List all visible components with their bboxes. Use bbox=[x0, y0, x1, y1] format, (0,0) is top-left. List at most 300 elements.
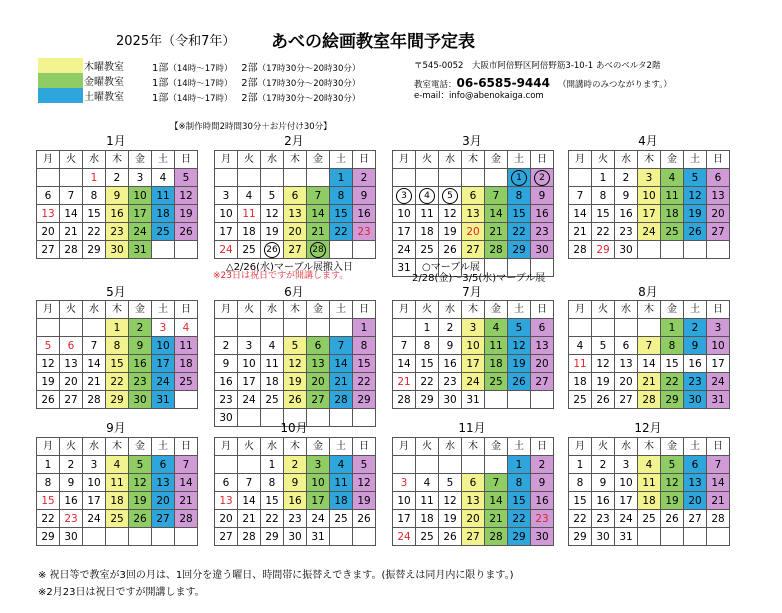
day-cell bbox=[152, 223, 175, 241]
day-cell bbox=[215, 241, 238, 259]
day-cell bbox=[416, 223, 439, 241]
day-number: 10 bbox=[156, 339, 170, 352]
weekday-header: 土 bbox=[508, 151, 531, 169]
day-number: 22 bbox=[110, 375, 124, 388]
day-number: 3 bbox=[469, 321, 477, 334]
day-number: 6 bbox=[469, 189, 477, 202]
day-cell bbox=[284, 223, 307, 241]
day-number: 25 bbox=[665, 225, 679, 238]
day-number: 23 bbox=[357, 225, 371, 238]
day-number: 19 bbox=[443, 225, 457, 238]
day-cell bbox=[83, 474, 106, 492]
weekday-header: 水 bbox=[83, 151, 106, 169]
feb-event-note: △2/26(水)マーブル展搬入日 bbox=[226, 262, 354, 273]
day-number: 2 bbox=[136, 321, 144, 334]
day-number: 3 bbox=[314, 458, 322, 471]
day-number: 28 bbox=[310, 242, 326, 258]
day-number: 13 bbox=[156, 476, 170, 489]
day-number: 19 bbox=[133, 494, 147, 507]
day-number: 29 bbox=[41, 530, 55, 543]
day-number: 17 bbox=[87, 494, 101, 507]
day-number: 8 bbox=[515, 189, 523, 202]
day-cell bbox=[615, 456, 638, 474]
month-title: 7月 bbox=[462, 285, 482, 299]
day-number: 6 bbox=[622, 339, 630, 352]
day-cell bbox=[569, 474, 592, 492]
day-cell bbox=[284, 456, 307, 474]
day-number: 9 bbox=[222, 357, 230, 370]
weekday-header: 木 bbox=[106, 151, 129, 169]
day-cell bbox=[462, 187, 485, 205]
day-cell bbox=[569, 319, 592, 337]
day-number: 3 bbox=[396, 188, 412, 204]
weekday-header: 土 bbox=[684, 151, 707, 169]
day-number: 1 bbox=[668, 321, 676, 334]
day-number: 8 bbox=[44, 476, 52, 489]
day-cell bbox=[37, 319, 60, 337]
day-number: 8 bbox=[360, 339, 368, 352]
weekday-header: 火 bbox=[60, 151, 83, 169]
day-number: 4 bbox=[337, 458, 345, 471]
day-cell bbox=[508, 456, 531, 474]
day-cell bbox=[508, 528, 531, 546]
day-cell bbox=[439, 241, 462, 259]
day-cell bbox=[462, 205, 485, 223]
day-number: 8 bbox=[515, 476, 523, 489]
day-cell bbox=[638, 492, 661, 510]
weekday-header: 土 bbox=[330, 301, 353, 319]
weekday-header: 水 bbox=[261, 151, 284, 169]
day-number: 30 bbox=[619, 243, 633, 256]
day-cell bbox=[261, 528, 284, 546]
day-cell bbox=[416, 319, 439, 337]
legend-swatch-saturday bbox=[38, 88, 83, 103]
day-number: 3 bbox=[245, 339, 253, 352]
day-number: 7 bbox=[645, 339, 653, 352]
day-number: 7 bbox=[67, 189, 75, 202]
day-cell bbox=[684, 355, 707, 373]
weekday-header: 日 bbox=[175, 151, 198, 169]
day-number: 30 bbox=[535, 243, 549, 256]
day-cell bbox=[462, 241, 485, 259]
day-number: 15 bbox=[573, 494, 587, 507]
day-number: 20 bbox=[219, 512, 233, 525]
day-cell bbox=[531, 474, 554, 492]
day-cell bbox=[83, 456, 106, 474]
day-number: 22 bbox=[573, 512, 587, 525]
day-cell bbox=[60, 337, 83, 355]
day-cell bbox=[83, 223, 106, 241]
weekday-header: 金 bbox=[129, 438, 152, 456]
day-number: 5 bbox=[446, 476, 454, 489]
day-cell bbox=[330, 492, 353, 510]
day-cell bbox=[592, 355, 615, 373]
day-number: 31 bbox=[311, 530, 325, 543]
session1-time: （14時～17時） bbox=[168, 79, 233, 89]
day-number: 3 bbox=[159, 321, 167, 334]
weekday-header: 火 bbox=[60, 301, 83, 319]
day-number: 6 bbox=[67, 339, 75, 352]
weekday-header: 金 bbox=[307, 438, 330, 456]
day-number: 19 bbox=[596, 375, 610, 388]
day-number: 12 bbox=[179, 189, 193, 202]
day-cell bbox=[238, 241, 261, 259]
day-number: 12 bbox=[133, 476, 147, 489]
day-number: 20 bbox=[156, 494, 170, 507]
day-cell bbox=[215, 319, 238, 337]
day-number: 2 bbox=[360, 171, 368, 184]
phone-label: 教室電話： bbox=[414, 80, 457, 90]
day-number: 11 bbox=[242, 207, 256, 220]
day-number: 21 bbox=[397, 375, 411, 388]
day-cell bbox=[261, 319, 284, 337]
day-number: 2 bbox=[599, 458, 607, 471]
day-number: 28 bbox=[489, 530, 503, 543]
day-number: 31 bbox=[711, 393, 725, 406]
day-cell bbox=[485, 492, 508, 510]
day-cell bbox=[307, 169, 330, 187]
day-number: 8 bbox=[337, 189, 345, 202]
day-cell bbox=[462, 510, 485, 528]
day-cell bbox=[508, 187, 531, 205]
day-cell bbox=[330, 510, 353, 528]
day-cell bbox=[261, 373, 284, 391]
day-number: 22 bbox=[41, 512, 55, 525]
day-number: 16 bbox=[110, 207, 124, 220]
weekday-header: 月 bbox=[569, 301, 592, 319]
day-cell bbox=[106, 205, 129, 223]
month-calendar bbox=[568, 300, 730, 409]
day-number: 30 bbox=[535, 530, 549, 543]
day-number: 16 bbox=[219, 375, 233, 388]
day-number: 11 bbox=[156, 189, 170, 202]
day-number: 13 bbox=[535, 339, 549, 352]
day-number: 10 bbox=[87, 476, 101, 489]
weekday-header: 月 bbox=[393, 151, 416, 169]
day-cell bbox=[261, 205, 284, 223]
day-cell bbox=[330, 187, 353, 205]
day-number: 7 bbox=[714, 458, 722, 471]
day-cell bbox=[353, 456, 376, 474]
session1-label: 1部 bbox=[152, 93, 169, 104]
legend-swatch-friday bbox=[38, 73, 83, 88]
day-number: 26 bbox=[133, 512, 147, 525]
day-cell bbox=[508, 492, 531, 510]
day-number: 8 bbox=[668, 339, 676, 352]
production-time-note: 【※制作時間2時間30分＋お片付け30分】 bbox=[170, 122, 332, 132]
day-number: 19 bbox=[512, 357, 526, 370]
day-cell bbox=[238, 391, 261, 409]
day-number: 9 bbox=[599, 476, 607, 489]
weekday-header: 月 bbox=[215, 301, 238, 319]
day-cell bbox=[152, 373, 175, 391]
day-cell bbox=[393, 205, 416, 223]
day-cell bbox=[307, 223, 330, 241]
session1-time: （14時～17時） bbox=[168, 94, 233, 104]
day-number: 21 bbox=[242, 512, 256, 525]
day-cell bbox=[592, 528, 615, 546]
day-cell bbox=[439, 223, 462, 241]
day-cell bbox=[307, 319, 330, 337]
day-cell bbox=[569, 492, 592, 510]
weekday-header: 日 bbox=[175, 301, 198, 319]
weekday-header: 火 bbox=[416, 301, 439, 319]
weekday-header: 土 bbox=[152, 151, 175, 169]
day-number: 4 bbox=[668, 171, 676, 184]
day-cell bbox=[661, 456, 684, 474]
day-cell bbox=[284, 474, 307, 492]
day-cell bbox=[129, 187, 152, 205]
day-number: 27 bbox=[466, 243, 480, 256]
day-number: 9 bbox=[538, 189, 546, 202]
day-number: 29 bbox=[265, 530, 279, 543]
day-cell bbox=[485, 510, 508, 528]
day-number: 21 bbox=[573, 225, 587, 238]
day-number: 29 bbox=[87, 243, 101, 256]
day-cell bbox=[175, 474, 198, 492]
day-cell bbox=[638, 337, 661, 355]
day-cell bbox=[707, 319, 730, 337]
day-number: 12 bbox=[596, 357, 610, 370]
day-number: 27 bbox=[535, 375, 549, 388]
day-cell bbox=[83, 205, 106, 223]
session1-label: 1部 bbox=[152, 63, 169, 74]
day-number: 23 bbox=[219, 393, 233, 406]
day-cell bbox=[439, 169, 462, 187]
day-number: 7 bbox=[492, 189, 500, 202]
day-cell bbox=[261, 187, 284, 205]
day-number: 6 bbox=[538, 321, 546, 334]
day-number: 15 bbox=[512, 494, 526, 507]
day-number: 11 bbox=[179, 339, 193, 352]
day-number: 8 bbox=[576, 476, 584, 489]
month-title: 11月 bbox=[458, 421, 486, 435]
day-cell bbox=[175, 169, 198, 187]
day-number: 9 bbox=[136, 339, 144, 352]
day-number: 2 bbox=[622, 171, 630, 184]
day-cell bbox=[307, 474, 330, 492]
day-cell bbox=[393, 510, 416, 528]
day-cell bbox=[439, 319, 462, 337]
day-cell bbox=[353, 528, 376, 546]
day-cell bbox=[462, 319, 485, 337]
day-number: 21 bbox=[489, 225, 503, 238]
day-number: 30 bbox=[110, 243, 124, 256]
day-number: 4 bbox=[419, 188, 435, 204]
day-cell bbox=[416, 456, 439, 474]
month-title: 1月 bbox=[106, 134, 126, 148]
day-cell bbox=[393, 319, 416, 337]
day-number: 14 bbox=[64, 207, 78, 220]
day-cell bbox=[353, 337, 376, 355]
day-cell bbox=[129, 241, 152, 259]
day-cell bbox=[152, 169, 175, 187]
day-number: 14 bbox=[489, 494, 503, 507]
day-cell bbox=[707, 474, 730, 492]
day-cell bbox=[416, 510, 439, 528]
weekday-header: 木 bbox=[638, 438, 661, 456]
day-number: 26 bbox=[596, 393, 610, 406]
day-cell bbox=[215, 474, 238, 492]
day-number: 4 bbox=[113, 458, 121, 471]
day-cell bbox=[261, 492, 284, 510]
day-cell bbox=[569, 205, 592, 223]
day-cell bbox=[615, 169, 638, 187]
day-cell bbox=[531, 391, 554, 409]
day-cell bbox=[129, 474, 152, 492]
weekday-header: 木 bbox=[284, 438, 307, 456]
day-number: 23 bbox=[596, 512, 610, 525]
day-cell bbox=[462, 474, 485, 492]
weekday-header: 金 bbox=[129, 151, 152, 169]
day-cell bbox=[531, 205, 554, 223]
day-cell bbox=[569, 241, 592, 259]
day-cell bbox=[37, 492, 60, 510]
day-cell bbox=[569, 187, 592, 205]
day-number: 29 bbox=[110, 393, 124, 406]
day-cell bbox=[592, 510, 615, 528]
weekday-header: 土 bbox=[330, 151, 353, 169]
day-number: 3 bbox=[136, 171, 144, 184]
day-number: 28 bbox=[573, 243, 587, 256]
day-number: 1 bbox=[44, 458, 52, 471]
day-number: 22 bbox=[87, 225, 101, 238]
day-number: 11 bbox=[642, 476, 656, 489]
day-cell bbox=[106, 169, 129, 187]
day-number: 23 bbox=[64, 512, 78, 525]
day-number: 15 bbox=[41, 494, 55, 507]
day-number: 19 bbox=[443, 512, 457, 525]
day-number: 25 bbox=[334, 512, 348, 525]
day-cell bbox=[569, 223, 592, 241]
month-calendar bbox=[214, 300, 376, 427]
day-number: 27 bbox=[219, 530, 233, 543]
day-cell bbox=[152, 510, 175, 528]
day-cell bbox=[129, 391, 152, 409]
day-cell bbox=[261, 337, 284, 355]
day-cell bbox=[238, 492, 261, 510]
day-cell bbox=[638, 391, 661, 409]
day-cell bbox=[83, 319, 106, 337]
day-cell bbox=[684, 205, 707, 223]
weekday-header: 水 bbox=[83, 301, 106, 319]
day-cell bbox=[508, 510, 531, 528]
day-number: 17 bbox=[397, 512, 411, 525]
day-number: 30 bbox=[688, 393, 702, 406]
day-cell bbox=[439, 474, 462, 492]
day-number: 21 bbox=[179, 494, 193, 507]
day-number: 11 bbox=[265, 357, 279, 370]
day-cell bbox=[485, 169, 508, 187]
day-number: 26 bbox=[443, 243, 457, 256]
day-cell bbox=[353, 492, 376, 510]
day-cell bbox=[661, 373, 684, 391]
day-cell bbox=[307, 187, 330, 205]
day-cell bbox=[37, 169, 60, 187]
day-cell bbox=[615, 391, 638, 409]
day-cell bbox=[615, 510, 638, 528]
day-cell bbox=[462, 337, 485, 355]
day-cell bbox=[284, 241, 307, 259]
day-number: 30 bbox=[596, 530, 610, 543]
weekday-header: 月 bbox=[569, 151, 592, 169]
day-number: 25 bbox=[420, 530, 434, 543]
year-label: 2025年（令和7年） bbox=[116, 34, 236, 49]
day-cell bbox=[462, 355, 485, 373]
day-number: 13 bbox=[64, 357, 78, 370]
weekday-header: 火 bbox=[416, 438, 439, 456]
month-title: 12月 bbox=[634, 421, 662, 435]
day-number: 20 bbox=[311, 375, 325, 388]
weekday-header: 金 bbox=[661, 438, 684, 456]
day-cell bbox=[307, 241, 330, 259]
day-number: 14 bbox=[711, 476, 725, 489]
day-cell bbox=[307, 205, 330, 223]
day-cell bbox=[106, 510, 129, 528]
day-cell bbox=[462, 223, 485, 241]
day-number: 3 bbox=[714, 321, 722, 334]
day-cell bbox=[416, 205, 439, 223]
day-number: 15 bbox=[265, 494, 279, 507]
day-number: 25 bbox=[110, 512, 124, 525]
weekday-header: 火 bbox=[416, 151, 439, 169]
day-cell bbox=[393, 456, 416, 474]
day-number: 29 bbox=[573, 530, 587, 543]
day-number: 13 bbox=[219, 494, 233, 507]
day-number: 5 bbox=[182, 171, 190, 184]
day-cell bbox=[439, 528, 462, 546]
month-calendar bbox=[36, 300, 198, 409]
day-cell bbox=[83, 528, 106, 546]
day-number: 4 bbox=[423, 476, 431, 489]
day-number: 20 bbox=[288, 225, 302, 238]
day-cell bbox=[60, 528, 83, 546]
day-cell bbox=[330, 169, 353, 187]
day-number: 26 bbox=[665, 512, 679, 525]
day-number: 17 bbox=[242, 375, 256, 388]
day-cell bbox=[60, 492, 83, 510]
day-number: 20 bbox=[466, 512, 480, 525]
day-cell bbox=[284, 355, 307, 373]
legend-label-thursday: 木曜教室 bbox=[84, 62, 124, 73]
day-cell bbox=[508, 391, 531, 409]
day-number: 15 bbox=[596, 207, 610, 220]
day-cell bbox=[152, 456, 175, 474]
day-number: 24 bbox=[466, 375, 480, 388]
day-cell bbox=[215, 205, 238, 223]
month-title: 2月 bbox=[284, 134, 304, 148]
month-calendar bbox=[568, 150, 730, 259]
day-number: 4 bbox=[268, 339, 276, 352]
day-cell bbox=[393, 355, 416, 373]
day-number: 25 bbox=[420, 243, 434, 256]
day-cell bbox=[330, 391, 353, 409]
day-number: 7 bbox=[337, 339, 345, 352]
email-link[interactable]: e-mail：info@abenokaiga.com bbox=[414, 91, 544, 101]
day-number: 1 bbox=[423, 321, 431, 334]
day-cell bbox=[330, 241, 353, 259]
day-cell bbox=[638, 169, 661, 187]
weekday-header: 月 bbox=[393, 301, 416, 319]
day-number: 23 bbox=[133, 375, 147, 388]
day-cell bbox=[215, 355, 238, 373]
day-number: 24 bbox=[397, 530, 411, 543]
day-cell bbox=[707, 241, 730, 259]
day-cell bbox=[684, 456, 707, 474]
day-number: 5 bbox=[668, 458, 676, 471]
month-title: 4月 bbox=[638, 134, 658, 148]
phone-number[interactable]: 06-6585-9444 bbox=[456, 76, 550, 90]
